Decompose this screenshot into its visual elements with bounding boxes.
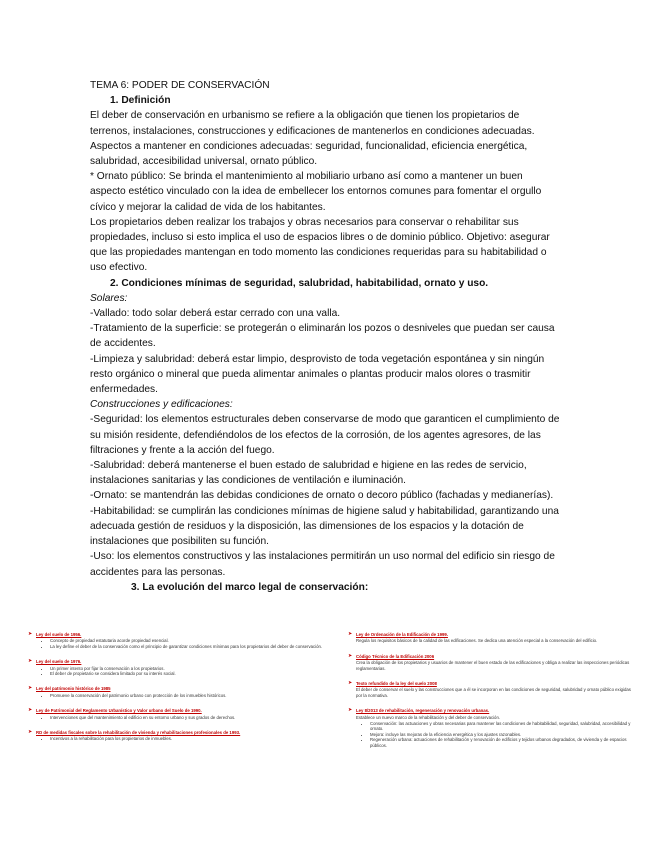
timeline-item-title: Código Técnico de la Edificación 2006	[356, 653, 435, 659]
timeline-left-column	[26, 632, 326, 752]
timeline-item-title: Texto refundido de la ley del suelo 2008	[356, 681, 437, 687]
construcciones-item-seguridad: -Seguridad: los elementos estructurales deben conservarse de modo que garanticen el cumplimiento de su misión residente, defendiéndolos de los efectos de la corrosión, de los agentes agresores, de las filtraciones y frente a la acción del fuego.	[90, 414, 560, 456]
document-page	[90, 78, 560, 595]
timeline-item-body: Regula los requisitos básicos de la calidad de las edificaciones. Se dedica una atención especial a la conservación del edificio.	[356, 638, 598, 644]
timeline-bullet: • Intervenciones que del mantenimiento al edificio en su entorno urbano y sus grados de derechos.	[50, 715, 326, 720]
solares-item-limpieza: -Limpieza y salubridad: deberá estar limpio, desprovisto de toda vegetación espontánea y sin ningún resto orgánico o mineral que pueda alimentar animales o plantas producir malos olores o trasmitir enfermedades.	[90, 353, 545, 396]
timeline-item-title: Ley 8/2013 de rehabilitación, regeneración y renovación urbanas.	[356, 708, 490, 714]
bullet-icon: ➤	[28, 658, 33, 665]
bullet-icon: ➤	[348, 680, 353, 687]
section-2-heading: 2. Condiciones mínimas de seguridad, salubridad, habitabilidad, ornato y uso.	[110, 277, 489, 289]
timeline-item	[346, 654, 636, 671]
paragraph-4: Los propietarios deben realizar los trabajos y obras necesarios para conservar o rehabilitar sus propiedades, incluso si esto implica el uso de espacios libres o de dominio público. Objetivo: asegurar que las propiedades mantengan en todo momento las condiciones requeridas para su habitabilidad o uso efectivo.	[90, 216, 550, 274]
section-3-heading: 3. La evolución del marco legal de conservación:	[131, 581, 369, 593]
timeline-item	[346, 681, 636, 698]
timeline-item	[26, 730, 326, 742]
timeline-item	[26, 686, 326, 698]
timeline-item	[26, 632, 326, 649]
timeline-item-title: RD de medidas fiscales sobre la rehabilitación de vivienda y rehabilitaciones profesionales de 1993.	[36, 730, 241, 736]
timeline-bullet: • Un primer intento por fijar la conservación a los propietarios.	[50, 666, 326, 671]
bullet-icon: ➤	[348, 631, 353, 637]
timeline-item	[26, 659, 326, 676]
timeline-item-body: El deber de conservar el suelo y las construcciones que a él se incorporan en las condiciones de seguridad, salubridad y ornato público exigidas por la normativa.	[356, 687, 631, 698]
timeline-item-body: Establece un nuevo marco de la rehabilitación y del deber de conservación.	[356, 714, 501, 720]
timeline-item	[346, 632, 636, 644]
paragraph-2: Aspectos a mantener en condiciones adecuadas: seguridad, funcionalidad, eficiencia energética, salubridad, accesibilidad universal, ornato público.	[90, 140, 528, 168]
timeline-bullet: • Regeneración urbana: actuaciones de rehabilitación y renovación de edificios y tejidos urbanos degradados, de vivienda y de espacios públicos.	[370, 737, 636, 748]
bullet-icon: ➤	[348, 707, 353, 714]
solares-item-vallado: -Vallado: todo solar deberá estar cerrado con una valla.	[90, 308, 341, 320]
timeline-right-column	[346, 632, 636, 758]
legal-timeline-image	[26, 632, 636, 832]
timeline-bullet: • Incentivos a la rehabilitación para los propietarios de inmuebles.	[50, 736, 326, 741]
timeline-bullet: • Mejora: incluye las mejoras de la eficiencia energética y los ajustes razonables.	[370, 732, 636, 737]
construcciones-item-salubridad: -Salubridad: deberá mantenerse el buen estado de salubridad e higiene en las redes de servicio, instalaciones sanitarias y las condiciones de ventilación e iluminación.	[90, 460, 527, 487]
paragraph-3: * Ornato público: Se brinda el mantenimiento al mobiliario urbano así como a mantener un buen aspecto estético vinculado con la idea de embellecer los entornos comunes para fomentar el orgullo cívico y mejorar la calidad de vida de los habitantes.	[90, 171, 542, 213]
bullet-icon: ➤	[28, 685, 33, 692]
timeline-item-title: Ley del patrimonio histórico de 1985	[36, 686, 111, 692]
document-title: TEMA 6: PODER DE CONSERVACIÓN	[90, 80, 270, 91]
bullet-icon: ➤	[28, 631, 33, 637]
timeline-item-title: Ley del suelo de 1956.	[36, 632, 82, 637]
timeline-item-title: Ley de Ordenación de la Edificación de 1999.	[356, 632, 448, 637]
section-1-heading: 1. Definición	[110, 95, 171, 107]
bullet-icon: ➤	[28, 707, 33, 714]
construcciones-item-uso: -Uso: los elementos constructivos y las instalaciones permitirán un uso normal del edificio sin riesgo de accidentes para las personas.	[90, 551, 555, 578]
construcciones-item-ornato: -Ornato: se mantendrán las debidas condiciones de ornato o decoro público (fachadas y medianerías).	[90, 490, 554, 502]
timeline-item-body: Crea la obligación de los propietarios y usuarios de mantener el buen estado de las edificaciones y obliga a realizar las inspecciones periódicas reglamentarias.	[356, 660, 630, 671]
timeline-bullet: • La ley define el deber de la conservación como el principio de garantizar condiciones mínimas para los propietarios del deber de conservación.	[50, 644, 326, 649]
solares-label: Solares:	[90, 292, 128, 304]
timeline-item	[346, 708, 636, 748]
bullet-icon: ➤	[28, 729, 33, 736]
solares-item-superficie: -Tratamiento de la superficie: se protegerán o eliminarán los pozos o desniveles que puedan ser causa de accidentes.	[90, 323, 555, 350]
timeline-bullet: • Conservación: las actuaciones y obras necesarias para mantener las condiciones de habitabilidad, seguridad, salubridad, accesibilidad y ornato.	[370, 721, 636, 732]
timeline-bullet: • Promueve la conservación del patrimonio urbano con protección de los inmuebles históricos.	[50, 693, 326, 698]
construcciones-label: Construcciones y edificaciones:	[90, 399, 233, 411]
timeline-item	[26, 708, 326, 720]
timeline-bullet: • El deber de propietario se considera limitado por su interés social.	[50, 671, 326, 676]
timeline-bullet: • Concepto de propiedad estatutaria acorde propiedad esencial.	[50, 638, 326, 643]
timeline-item-title: Ley del suelo de 1976.	[36, 659, 82, 665]
paragraph-1: El deber de conservación en urbanismo se refiere a la obligación que tienen los propietarios de terrenos, instalaciones, construcciones y edificaciones de mantenerlos en condiciones adecuadas.	[90, 110, 535, 137]
construcciones-item-habitabilidad: -Habitabilidad: se cumplirán las condiciones mínimas de higiene salud y habitabilidad, garantizando una adecuada gestión de residuos y la disposición, las dimensiones de los espacios y la dotación de instalaciones que posibiliten su función.	[90, 505, 559, 548]
timeline-item-title: Ley de Patrimonial del Reglamento Urbanístico y Valor urbano del Suelo de 1990.	[36, 708, 202, 714]
bullet-icon: ➤	[348, 652, 353, 659]
